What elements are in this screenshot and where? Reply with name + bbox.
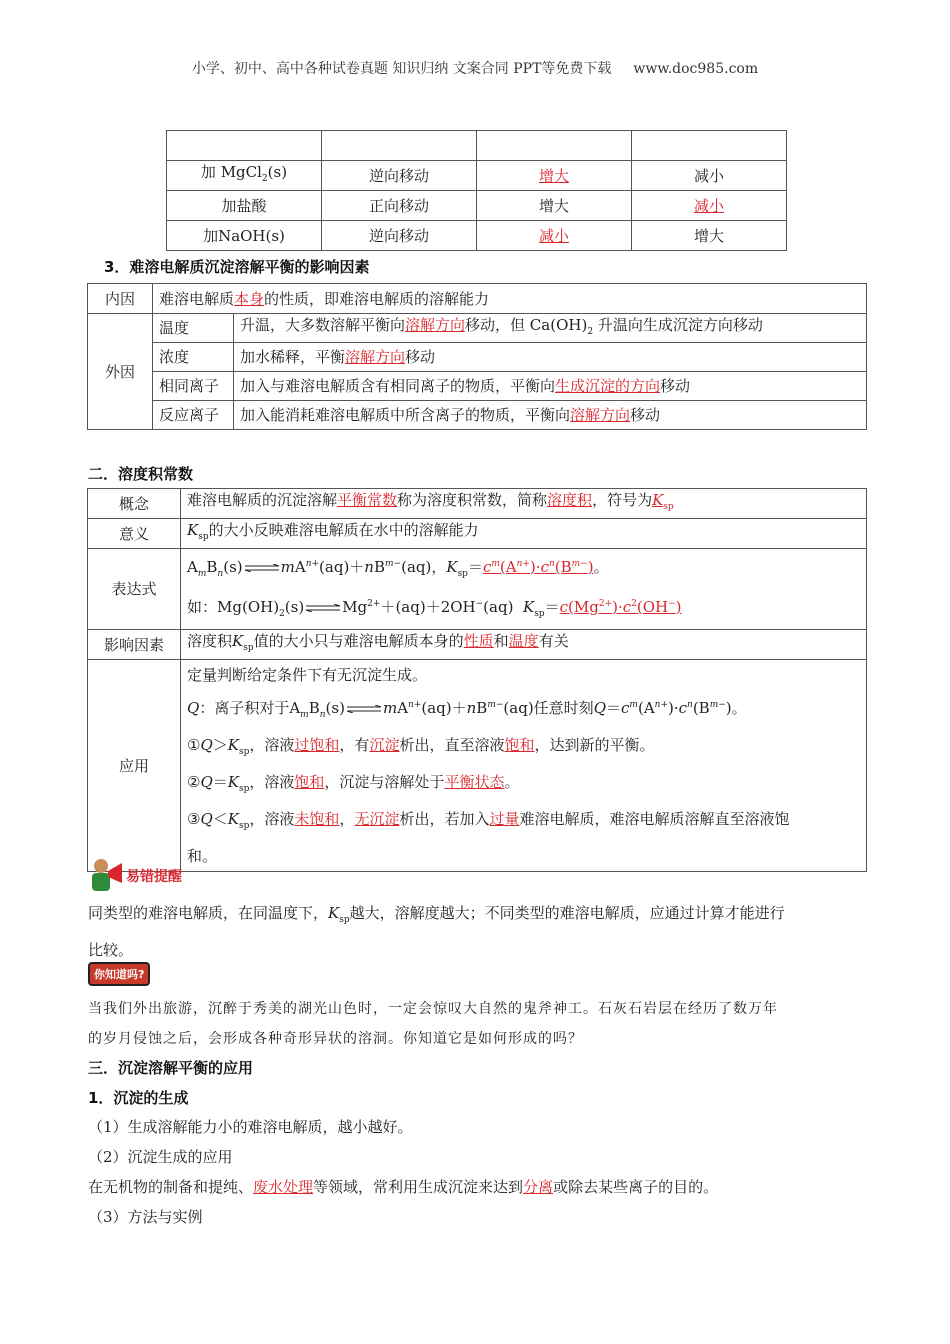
table-row [88, 519, 867, 549]
table-row [88, 372, 867, 401]
table-cell: 增大 [477, 191, 632, 221]
cell-waiyin: 外因 [88, 314, 153, 430]
table-row [88, 660, 867, 872]
subsection-1-title: 1．沉淀的生成 [88, 1089, 189, 1107]
table-row [167, 221, 787, 251]
know-text: 当我们外出旅游，沉醉于秀美的湖光山色时，一定会惊叹大自然的鬼斧神工。石灰石岩层在经历了数万年 的岁月侵蚀之后，会形成各种奇形异状的溶洞。你知道它是如何形成的吗？ [88, 1001, 778, 1047]
cell-yingyong: 应用 [88, 660, 181, 872]
table-cell: 升温，大多数溶解平衡向溶解方向移动，但 $Ca(OH)_2$ 升温向生成沉淀方向移动 [234, 314, 867, 343]
paragraph: （2）沉淀生成的应用 [88, 1148, 233, 1166]
table-row [88, 549, 867, 630]
table-cell: 减小 [632, 191, 787, 221]
equilibrium-arrow-icon [304, 604, 342, 612]
table-row [88, 401, 867, 430]
table-cell: 逆向移动 [322, 221, 477, 251]
effect-table [166, 130, 787, 251]
cell-biaodashi: 表达式 [88, 549, 181, 630]
paragraph: （3）方法与实例 [88, 1208, 203, 1226]
table-cell: 反应离子 [153, 401, 234, 430]
know-label: 你知道吗? [88, 962, 150, 986]
table-cell: $K_{sp}$的大小反映难溶电解质在水中的溶解能力 [181, 519, 867, 549]
tip-label: 易错提醒 [126, 869, 182, 885]
equilibrium-arrow-icon [345, 705, 383, 713]
table-cell: 减小 [632, 161, 787, 191]
table-cell: 温度 [153, 314, 234, 343]
table-cell: 增大 [477, 161, 632, 191]
tip-banner [88, 857, 228, 897]
header-text: 小学、初中、高中各种试卷真题 知识归纳 文案合同 PPT等免费下载 [191, 61, 612, 77]
header-url[interactable]: www.doc985.com [633, 61, 759, 77]
cell-yiyi: 意义 [88, 519, 181, 549]
cell-neiyin: 内因 [88, 284, 153, 314]
table-cell: 加NaOH(s) [167, 221, 322, 251]
equilibrium-arrow-icon [243, 564, 281, 572]
ksp-table [87, 488, 867, 872]
table-cell: 减小 [477, 221, 632, 251]
table-cell: 浓度 [153, 343, 234, 372]
section-3-title: 3．难溶电解质沉淀溶解平衡的影响因素 [104, 258, 370, 276]
cell-gainian: 概念 [88, 489, 181, 519]
paragraph: （1）生成溶解能力小的难溶电解质，越小越好。 [88, 1118, 413, 1136]
section-three-title: 三．沉淀溶解平衡的应用 [88, 1059, 254, 1077]
table-row [88, 343, 867, 372]
table-cell: 加水稀释，平衡溶解方向移动 [234, 343, 867, 372]
table-cell: 增大 [632, 221, 787, 251]
know-badge [88, 962, 150, 986]
table-cell: $A_mB_n(s)$ $mA^{n+}(aq)+nB^{m-}(aq)$，$K_{sp}=c^m(A^{n+})\cdot c^n(B^{m-})$。 如：$Mg(OH)_2(s)$ $Mg^{2+}+(aq)+2OH^-(aq)$ $K_{sp}=c(Mg^{2+})\cdot c^2(OH^-)$ [181, 549, 867, 630]
table-row [88, 314, 867, 343]
factors-table [87, 283, 867, 430]
table-cell: 定量判断给定条件下有无沉淀生成。 Q：离子积对于$A_mB_n(s)$ $mA^{n+}(aq)+nB^{m-}(aq)$任意时刻$Q=c^m(A^{n+})\cdot c^n(B^{m-})$。 $①Q>K_{sp}$，溶液过饱和，有沉淀析出，直至溶液饱和，达到新的平衡。 $②Q=K_{sp}$，溶液饱和，沉淀与溶解处于平衡状态。 $③Q<K_{sp}$，溶液未饱和，无沉淀析出，若加入过量难溶电解质，难溶电解质溶解直至溶液饱 和。 [181, 660, 867, 872]
table-row [167, 131, 787, 161]
cell-yingxiang: 影响因素 [88, 630, 181, 660]
table-cell: 溶度积$K_{sp}$值的大小只与难溶电解质本身的性质和温度有关 [181, 630, 867, 660]
tip-text: 同类型的难溶电解质，在同温度下，$K_{sp}$越大，溶解度越大；不同类型的难溶电解质，应通过计算才能进行 比较。 [88, 904, 785, 959]
table-cell: 逆向移动 [322, 161, 477, 191]
paragraph: 在无机物的制备和提纯、废水处理等领域，常利用生成沉淀来达到分离或除去某些离子的目的。 [88, 1178, 719, 1196]
table-cell: 难溶电解质本身的性质，即难溶电解质的溶解能力 [153, 284, 867, 314]
table-cell: 加 MgCl$_2$(s) [167, 161, 322, 191]
table-row [88, 489, 867, 519]
section-2-title: 二．溶度积常数 [88, 465, 194, 483]
table-cell: 相同离子 [153, 372, 234, 401]
page-header [0, 58, 950, 78]
table-row [88, 284, 867, 314]
table-cell: 难溶电解质的沉淀溶解平衡常数称为溶度积常数，简称溶度积，符号为$K_{sp}$ [181, 489, 867, 519]
table-row [167, 161, 787, 191]
table-cell: 加入与难溶电解质含有相同离子的物质，平衡向生成沉淀的方向移动 [234, 372, 867, 401]
table-cell: 加盐酸 [167, 191, 322, 221]
table-row [167, 191, 787, 221]
table-cell: 正向移动 [322, 191, 477, 221]
table-row [88, 630, 867, 660]
table-cell: 加入能消耗难溶电解质中所含离子的物质，平衡向溶解方向移动 [234, 401, 867, 430]
teacher-megaphone-icon [88, 857, 126, 893]
